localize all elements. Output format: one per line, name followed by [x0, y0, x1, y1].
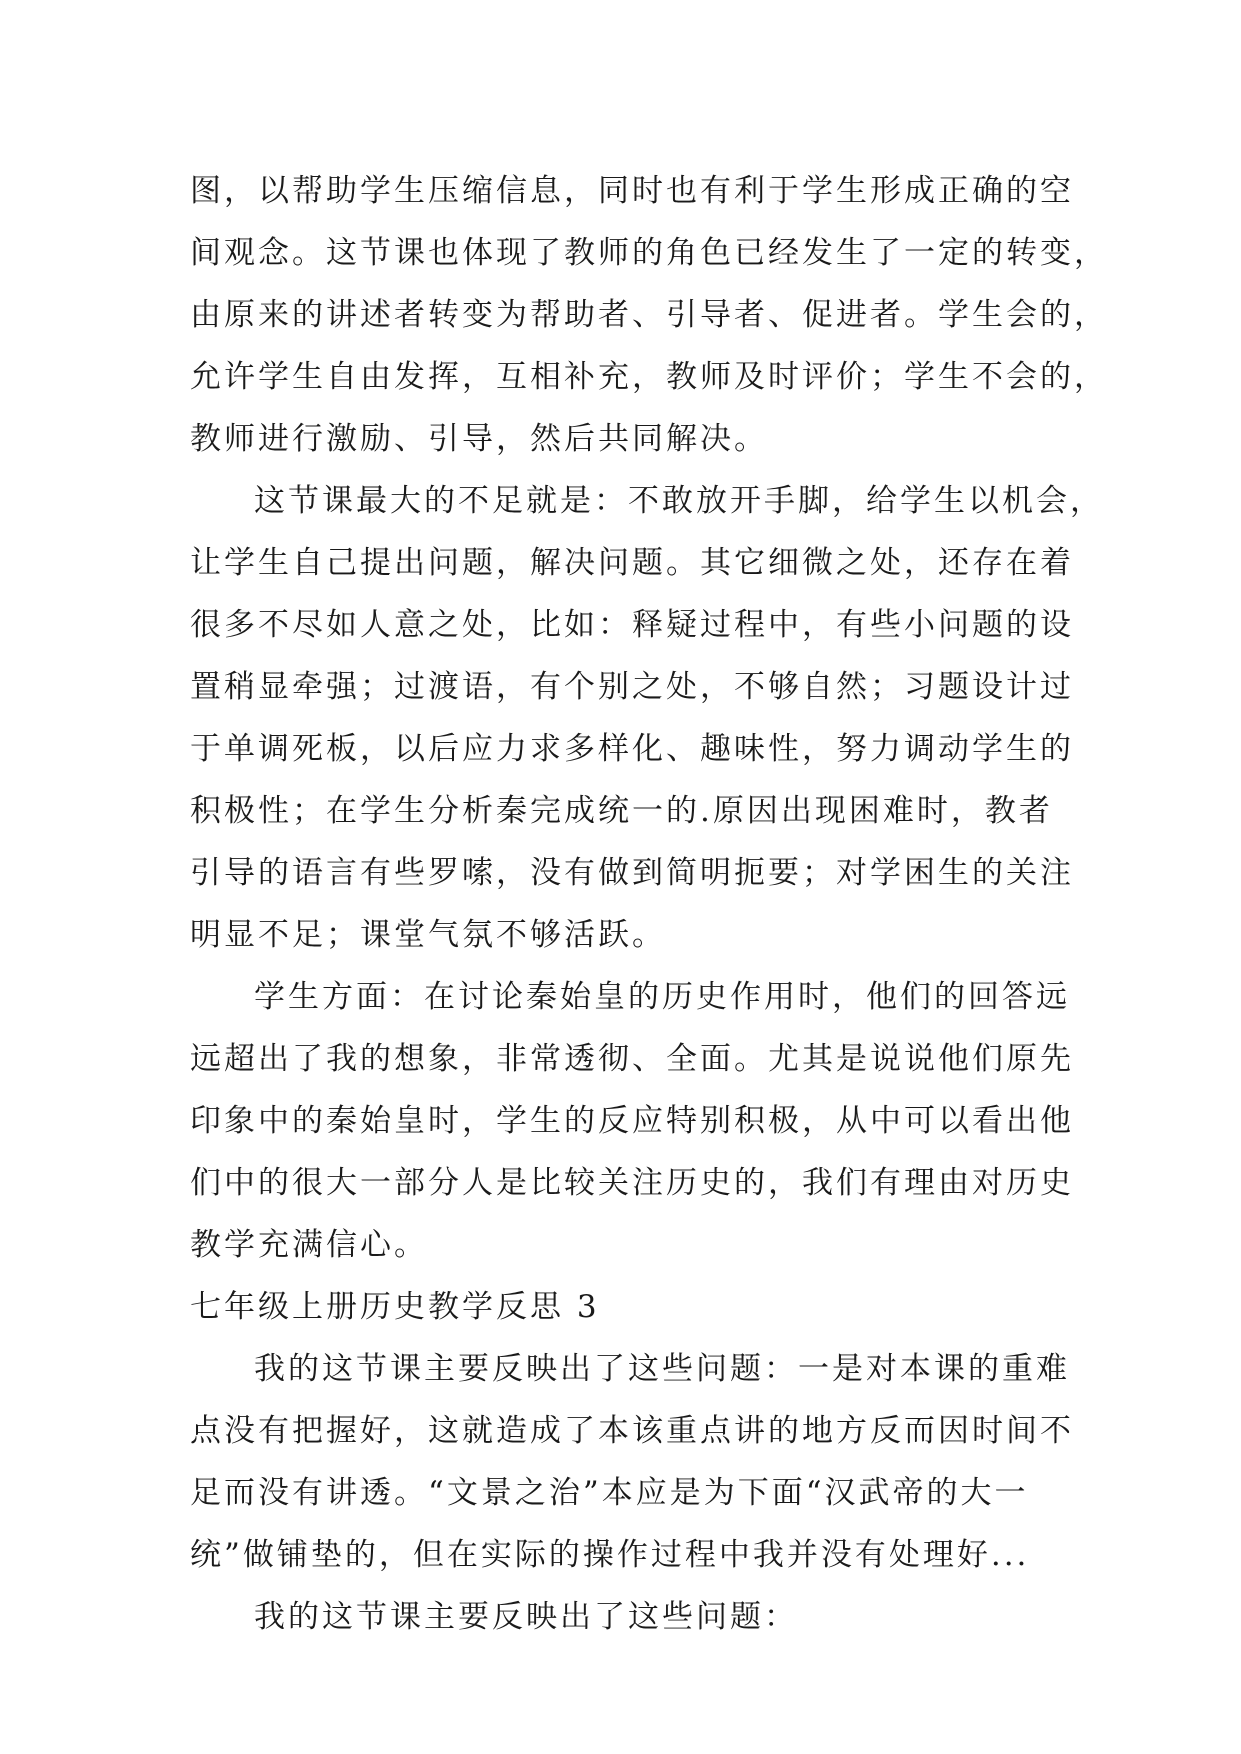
text-line: 置稍显牵强；过渡语，有个别之处，不够自然；习题设计过	[190, 669, 1074, 705]
paragraph-start-line: 学生方面：在讨论秦始皇的历史作用时，他们的回答远	[254, 979, 1070, 1015]
text-line: 引导的语言有些罗嗦，没有做到简明扼要；对学困生的关注	[190, 855, 1074, 891]
text-line: 由原来的讲述者转变为帮助者、引导者、促进者。学生会的，	[190, 297, 1108, 333]
paragraph-start-line: 我的这节课主要反映出了这些问题：一是对本课的重难	[254, 1351, 1070, 1387]
section-heading: 七年级上册历史教学反思 3	[190, 1289, 600, 1325]
text-line: 们中的很大一部分人是比较关注历史的，我们有理由对历史	[190, 1165, 1074, 1201]
paragraph-start-line: 我的这节课主要反映出了这些问题：	[254, 1599, 798, 1635]
document-page	[190, 160, 1108, 1648]
text-line: 于单调死板，以后应力求多样化、趣味性，努力调动学生的	[190, 731, 1074, 767]
text-line: 明显不足；课堂气氛不够活跃。	[190, 917, 666, 953]
text-line: 足而没有讲透。“文景之治”本应是为下面“汉武帝的大一	[190, 1475, 1029, 1511]
text-line: 允许学生自由发挥，互相补充，教师及时评价；学生不会的，	[190, 359, 1108, 395]
text-line: 图，以帮助学生压缩信息，同时也有利于学生形成正确的空	[190, 173, 1074, 209]
text-line: 印象中的秦始皇时，学生的反应特别积极，从中可以看出他	[190, 1103, 1074, 1139]
text-line: 统”做铺垫的，但在实际的操作过程中我并没有处理好...	[190, 1537, 1030, 1573]
text-line: 让学生自己提出问题，解决问题。其它细微之处，还存在着	[190, 545, 1074, 581]
text-line: 点没有把握好，这就造成了本该重点讲的地方反而因时间不	[190, 1413, 1074, 1449]
text-line: 教学充满信心。	[190, 1227, 428, 1263]
paragraph-start-line: 这节课最大的不足就是：不敢放开手脚，给学生以机会，	[254, 483, 1104, 519]
text-line: 很多不尽如人意之处，比如：释疑过程中，有些小问题的设	[190, 607, 1074, 643]
text-line: 积极性；在学生分析秦完成统一的.原因出现困难时，教者	[190, 793, 1053, 829]
text-line: 远超出了我的想象，非常透彻、全面。尤其是说说他们原先	[190, 1041, 1074, 1077]
text-line: 间观念。这节课也体现了教师的角色已经发生了一定的转变，	[190, 235, 1108, 271]
text-line: 教师进行激励、引导，然后共同解决。	[190, 421, 768, 457]
